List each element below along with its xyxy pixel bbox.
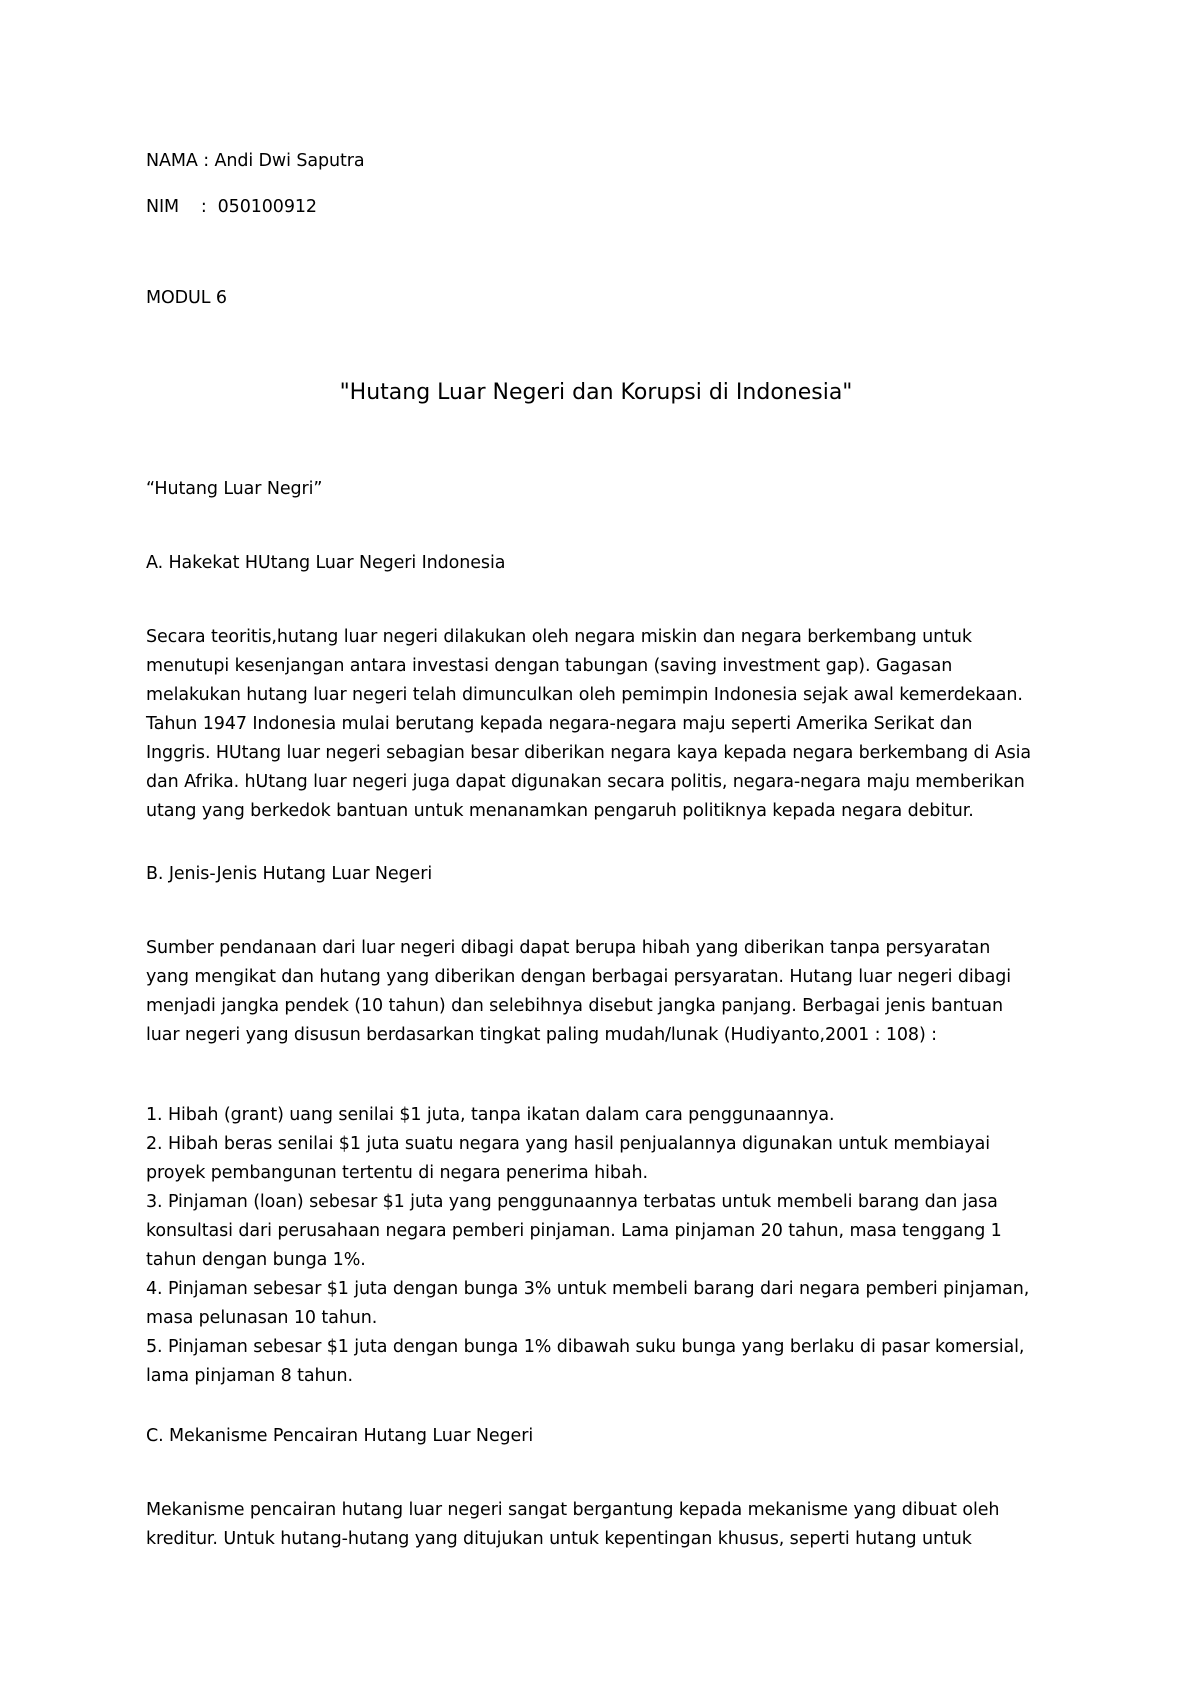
paragraph-line: luar negeri yang disusun berdasarkan tingkat paling mudah/lunak (Hudiyanto,2001 : 108) : <box>146 1025 937 1045</box>
paragraph-line: Mekanisme pencairan hutang luar negeri sangat bergantung kepada mekanisme yang dibuat oleh <box>146 1500 1000 1520</box>
section-c-paragraph <box>146 1496 1066 1554</box>
paragraph-line: Tahun 1947 Indonesia mulai berutang kepada negara-negara maju seperti Amerika Serikat dan <box>146 714 973 734</box>
paragraph-line: Secara teoritis,hutang luar negeri dilakukan oleh negara miskin dan negara berkembang untuk <box>146 627 972 647</box>
paragraph-line: utang yang berkedok bantuan untuk menanamkan pengaruh politiknya kepada negara debitur. <box>146 801 974 821</box>
paragraph-line: Sumber pendanaan dari luar negeri dibagi dapat berupa hibah yang diberikan tanpa persyaratan <box>146 938 991 958</box>
paragraph-line: menjadi jangka pendek (10 tahun) dan selebihnya disebut jangka panjang. Berbagai jenis bantuan <box>146 996 1003 1016</box>
list-item: 1. Hibah (grant) uang senilai $1 juta, tanpa ikatan dalam cara penggunaannya. <box>146 1105 835 1125</box>
list-item: 4. Pinjaman sebesar $1 juta dengan bunga 3% untuk membeli barang dari negara pemberi pinjaman, <box>146 1279 1030 1299</box>
paragraph-line: kreditur. Untuk hutang-hutang yang ditujukan untuk kepentingan khusus, seperti hutang untuk <box>146 1529 972 1549</box>
list-item: 3. Pinjaman (loan) sebesar $1 juta yang penggunaannya terbatas untuk membeli barang dan jasa <box>146 1192 998 1212</box>
section-heading-c: C. Mekanisme Pencairan Hutang Luar Negeri <box>146 1426 534 1446</box>
paragraph-line: Inggris. HUtang luar negeri sebagian besar diberikan negara kaya kepada negara berkembang di Asia <box>146 743 1032 763</box>
document-title: "Hutang Luar Negeri dan Korupsi di Indonesia" <box>339 380 853 405</box>
paragraph-line: melakukan hutang luar negeri telah dimunculkan oleh pemimpin Indonesia sejak awal kemerdekaan. <box>146 685 1023 705</box>
list-item-continuation: konsultasi dari perusahaan negara pemberi pinjaman. Lama pinjaman 20 tahun, masa tenggang 1 <box>146 1221 1002 1241</box>
section-a-paragraph <box>146 623 1066 826</box>
paragraph-line: yang mengikat dan hutang yang diberikan dengan berbagai persyaratan. Hutang luar negeri dibagi <box>146 967 1012 987</box>
list-item: 5. Pinjaman sebesar $1 juta dengan bunga 1% dibawah suku bunga yang berlaku di pasar komersial, <box>146 1337 1025 1357</box>
student-nim: NIM : 050100912 <box>146 197 317 217</box>
list-item-continuation: lama pinjaman 8 tahun. <box>146 1366 353 1386</box>
section-b-paragraph <box>146 934 1066 1050</box>
list-item: 2. Hibah beras senilai $1 juta suatu negara yang hasil penjualannya digunakan untuk membiayai <box>146 1134 990 1154</box>
list-item-continuation: proyek pembangunan tertentu di negara penerima hibah. <box>146 1163 648 1183</box>
section-b-list <box>146 1101 1066 1391</box>
student-name: NAMA : Andi Dwi Saputra <box>146 151 365 171</box>
document-subtitle: “Hutang Luar Negri” <box>146 479 323 499</box>
section-heading-b: B. Jenis-Jenis Hutang Luar Negeri <box>146 864 433 884</box>
list-item-continuation: tahun dengan bunga 1%. <box>146 1250 366 1270</box>
paragraph-line: dan Afrika. hUtang luar negeri juga dapat digunakan secara politis, negara-negara maju memberikan <box>146 772 1025 792</box>
paragraph-line: menutupi kesenjangan antara investasi dengan tabungan (saving investment gap). Gagasan <box>146 656 953 676</box>
module-label: MODUL 6 <box>146 288 227 308</box>
section-heading-a: A. Hakekat HUtang Luar Negeri Indonesia <box>146 553 506 573</box>
list-item-continuation: masa pelunasan 10 tahun. <box>146 1308 378 1328</box>
